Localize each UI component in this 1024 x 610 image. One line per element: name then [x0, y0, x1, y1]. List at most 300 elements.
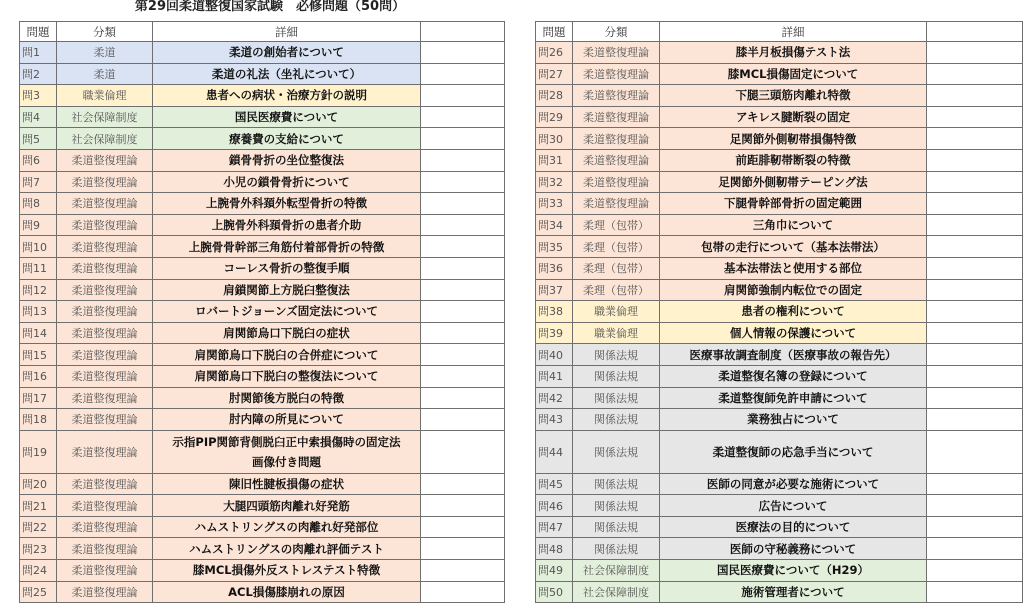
- question-detail-text: 患者の権利について: [741, 304, 845, 319]
- question-number: 問46: [536, 495, 573, 517]
- question-detail-text: 肩関節烏口下脱臼の整復法について: [194, 369, 379, 384]
- question-category: 柔道整復理論: [57, 560, 153, 582]
- table-row: [20, 365, 505, 387]
- question-detail-text: 柔道整復師の応急手当について: [712, 444, 874, 459]
- question-detail-text: ACL損傷膝崩れの原因: [228, 584, 345, 599]
- table-row: [20, 538, 505, 560]
- header-num: 問題: [20, 22, 57, 42]
- question-category: 関係法規: [573, 387, 660, 409]
- question-detail: [660, 344, 927, 366]
- empty-cell: [421, 42, 505, 64]
- header-detail: 詳細: [153, 22, 421, 42]
- question-detail-text: 上腕骨外科頚骨折の患者介助: [211, 218, 362, 233]
- empty-cell: [927, 85, 1023, 107]
- question-category: 柔道整復理論: [573, 63, 660, 85]
- question-category: 柔道整復理論: [57, 581, 153, 603]
- table-row: [20, 387, 505, 409]
- question-detail: [153, 171, 421, 193]
- table-row: [536, 106, 1023, 128]
- table-row: [20, 171, 505, 193]
- question-detail-text: 前距腓靭帯断裂の特徴: [735, 153, 851, 168]
- question-category: 職業倫理: [573, 322, 660, 344]
- table-row: [20, 149, 505, 171]
- empty-cell: [421, 516, 505, 538]
- question-detail: [153, 473, 421, 495]
- empty-cell: [421, 560, 505, 582]
- question-detail: [660, 193, 927, 215]
- question-detail: [660, 322, 927, 344]
- question-detail-text: 柔道の礼法（坐礼について）: [211, 66, 362, 81]
- question-category: 柔道整復理論: [573, 128, 660, 150]
- question-detail: [660, 387, 927, 409]
- question-category: 柔道整復理論: [573, 85, 660, 107]
- question-category: 社会保障制度: [57, 128, 153, 150]
- header-detail: 詳細: [660, 22, 927, 42]
- header-num: 問題: [536, 22, 573, 42]
- question-category: 社会保障制度: [573, 560, 660, 582]
- question-category: 柔道: [57, 42, 153, 64]
- question-detail: [660, 560, 927, 582]
- question-detail: [660, 128, 927, 150]
- empty-cell: [927, 409, 1023, 431]
- question-number: 問1: [20, 42, 57, 64]
- header-extra: [927, 22, 1023, 42]
- table-row: [536, 257, 1023, 279]
- table-row: [536, 430, 1023, 473]
- question-detail-text: 患者への病状・治療方針の説明: [206, 88, 367, 103]
- question-category: 柔道整復理論: [57, 149, 153, 171]
- question-number: 問31: [536, 149, 573, 171]
- question-detail: [153, 85, 421, 107]
- question-number: 問21: [20, 495, 57, 517]
- question-detail-text: 鎖骨骨折の坐位整復法: [229, 153, 344, 168]
- question-number: 問14: [20, 322, 57, 344]
- question-category: 柔道整復理論: [57, 538, 153, 560]
- question-category: 柔道整復理論: [573, 106, 660, 128]
- question-detail-text: 施術管理者について: [741, 584, 845, 599]
- empty-cell: [421, 581, 505, 603]
- question-detail: [153, 365, 421, 387]
- question-number: 問23: [20, 538, 57, 560]
- question-detail: [153, 322, 421, 344]
- question-detail-text: 柔道整復師免許申請について: [718, 390, 868, 405]
- table-row: [536, 560, 1023, 582]
- table-row: [536, 42, 1023, 64]
- empty-cell: [927, 42, 1023, 64]
- table-row: [20, 257, 505, 279]
- question-number: 問16: [20, 365, 57, 387]
- table-row: [20, 63, 505, 85]
- question-detail: [153, 257, 421, 279]
- question-category: 柔道整復理論: [57, 257, 153, 279]
- question-number: 問49: [536, 560, 573, 582]
- empty-cell: [927, 344, 1023, 366]
- question-number: 問41: [536, 365, 573, 387]
- question-number: 問36: [536, 257, 573, 279]
- question-detail: [660, 516, 927, 538]
- question-number: 問11: [20, 257, 57, 279]
- empty-cell: [421, 279, 505, 301]
- question-category: 関係法規: [573, 365, 660, 387]
- question-detail: [153, 344, 421, 366]
- question-category: 柔道: [57, 63, 153, 85]
- question-detail-text: 業務独占について: [747, 412, 839, 427]
- table-row: [20, 214, 505, 236]
- question-detail: [660, 214, 927, 236]
- question-number: 問43: [536, 409, 573, 431]
- empty-cell: [927, 193, 1023, 215]
- empty-cell: [927, 149, 1023, 171]
- question-detail: [153, 430, 421, 473]
- table-row: [20, 106, 505, 128]
- table-row: [536, 495, 1023, 517]
- empty-cell: [927, 322, 1023, 344]
- empty-cell: [927, 365, 1023, 387]
- question-detail: [660, 495, 927, 517]
- question-number: 問17: [20, 387, 57, 409]
- question-detail: [153, 149, 421, 171]
- empty-cell: [927, 257, 1023, 279]
- empty-cell: [927, 430, 1023, 473]
- empty-cell: [421, 365, 505, 387]
- question-category: 関係法規: [573, 473, 660, 495]
- empty-cell: [421, 538, 505, 560]
- question-category: 柔道整復理論: [57, 473, 153, 495]
- question-detail: [153, 560, 421, 582]
- table-row: [536, 236, 1023, 258]
- empty-cell: [421, 430, 505, 473]
- table-row: [536, 322, 1023, 344]
- question-detail: [660, 581, 927, 603]
- questions-table-left: [19, 21, 505, 603]
- question-number: 問10: [20, 236, 57, 258]
- header-extra: [421, 22, 505, 42]
- question-detail-text: 柔道の創始者について: [229, 45, 344, 60]
- question-detail: [153, 42, 421, 64]
- header-row: [20, 22, 505, 42]
- table-row: [20, 128, 505, 150]
- question-detail: [153, 214, 421, 236]
- table-row: [536, 344, 1023, 366]
- empty-cell: [421, 128, 505, 150]
- question-category: 関係法規: [573, 430, 660, 473]
- question-category: 柔理（包帯）: [573, 236, 660, 258]
- question-number: 問42: [536, 387, 573, 409]
- table-row: [536, 128, 1023, 150]
- empty-cell: [927, 495, 1023, 517]
- empty-cell: [421, 85, 505, 107]
- question-detail: [660, 171, 927, 193]
- question-detail-text: 上腕骨骨幹部三角筋付着部骨折の特徴: [188, 239, 385, 254]
- question-number: 問48: [536, 538, 573, 560]
- empty-cell: [927, 581, 1023, 603]
- empty-cell: [421, 257, 505, 279]
- question-number: 問12: [20, 279, 57, 301]
- question-category: 柔道整復理論: [57, 279, 153, 301]
- question-detail-text: 小児の鎖骨骨折について: [223, 174, 350, 189]
- table-row: [536, 301, 1023, 323]
- table-row: [536, 409, 1023, 431]
- empty-cell: [927, 128, 1023, 150]
- question-detail-text: 医師の同意が必要な施術について: [706, 476, 880, 491]
- question-category: 職業倫理: [57, 85, 153, 107]
- question-detail: [660, 149, 927, 171]
- table-row: [20, 409, 505, 431]
- question-number: 問7: [20, 171, 57, 193]
- question-detail-text: 柔道整復名簿の登録について: [718, 369, 868, 384]
- question-category: 柔道整復理論: [57, 344, 153, 366]
- question-detail: [660, 365, 927, 387]
- empty-cell: [927, 516, 1023, 538]
- question-number: 問37: [536, 279, 573, 301]
- question-detail: [660, 430, 927, 473]
- question-category: 社会保障制度: [573, 581, 660, 603]
- empty-cell: [421, 149, 505, 171]
- question-number: 問25: [20, 581, 57, 603]
- question-category: 柔道整復理論: [573, 149, 660, 171]
- question-category: 柔道整復理論: [57, 495, 153, 517]
- table-row: [20, 430, 505, 473]
- empty-cell: [421, 171, 505, 193]
- table-row: [20, 279, 505, 301]
- empty-cell: [421, 106, 505, 128]
- table-row: [20, 301, 505, 323]
- question-number: 問38: [536, 301, 573, 323]
- questions-table-right: [535, 21, 1023, 603]
- question-detail-text: 医療事故調査制度（医療事故の報告先）: [689, 347, 897, 362]
- question-category: 関係法規: [573, 538, 660, 560]
- question-number: 問2: [20, 63, 57, 85]
- table-row: [20, 42, 505, 64]
- empty-cell: [927, 236, 1023, 258]
- question-detail-text: 陳旧性腱板損傷の症状: [229, 476, 344, 491]
- question-number: 問24: [20, 560, 57, 582]
- empty-cell: [927, 171, 1023, 193]
- question-category: 柔理（包帯）: [573, 279, 660, 301]
- question-detail: [153, 495, 421, 517]
- question-detail: [660, 106, 927, 128]
- question-detail-text: コーレス骨折の整復手順: [223, 261, 350, 276]
- empty-cell: [421, 495, 505, 517]
- table-row: [20, 193, 505, 215]
- question-detail-text: 基本法帯法と使用する部位: [724, 261, 862, 276]
- question-detail-text: 療養費の支給について: [229, 131, 344, 146]
- question-number: 問32: [536, 171, 573, 193]
- table-row: [536, 538, 1023, 560]
- empty-cell: [421, 236, 505, 258]
- empty-cell: [421, 344, 505, 366]
- question-number: 問20: [20, 473, 57, 495]
- question-detail: [153, 279, 421, 301]
- question-detail-text: 上腕骨外科頚外転型骨折の特徴: [206, 196, 367, 211]
- question-number: 問50: [536, 581, 573, 603]
- header-category: 分類: [57, 22, 153, 42]
- question-number: 問13: [20, 301, 57, 323]
- question-detail: [660, 85, 927, 107]
- question-detail: [660, 301, 927, 323]
- question-category: 柔道整復理論: [57, 214, 153, 236]
- header-category: 分類: [573, 22, 660, 42]
- question-number: 問28: [536, 85, 573, 107]
- empty-cell: [927, 387, 1023, 409]
- table-row: [536, 516, 1023, 538]
- empty-cell: [421, 409, 505, 431]
- question-detail: [153, 128, 421, 150]
- question-detail: [153, 516, 421, 538]
- question-detail-text: 足関節外側靭帯損傷特徴: [729, 131, 857, 146]
- question-detail: [153, 106, 421, 128]
- table-row: [20, 495, 505, 517]
- empty-cell: [421, 473, 505, 495]
- question-category: 柔道整復理論: [573, 42, 660, 64]
- table-row: [536, 193, 1023, 215]
- table-row: [536, 581, 1023, 603]
- question-detail-text: 肩関節烏口下脱臼の症状: [223, 326, 350, 341]
- table-row: [20, 236, 505, 258]
- question-category: 関係法規: [573, 516, 660, 538]
- question-category: 関係法規: [573, 495, 660, 517]
- question-category: 社会保障制度: [57, 106, 153, 128]
- question-number: 問47: [536, 516, 573, 538]
- empty-cell: [927, 106, 1023, 128]
- question-category: 柔道整復理論: [57, 430, 153, 473]
- question-number: 問5: [20, 128, 57, 150]
- question-number: 問18: [20, 409, 57, 431]
- question-detail-text: 示指PIP関節背側脱臼正中索損傷時の固定法: [172, 434, 401, 449]
- empty-cell: [421, 214, 505, 236]
- question-number: 問26: [536, 42, 573, 64]
- question-number: 問3: [20, 85, 57, 107]
- question-detail: [660, 42, 927, 64]
- question-detail-text: 肘内障の所見について: [229, 412, 344, 427]
- question-detail-text: 医療法の目的について: [735, 520, 851, 535]
- question-detail-text: 三角巾について: [752, 218, 834, 233]
- table-row: [20, 560, 505, 582]
- question-detail: [153, 581, 421, 603]
- question-detail-text: ハムストリングスの肉離れ好発部位: [194, 520, 379, 535]
- table-row: [536, 473, 1023, 495]
- question-detail: [153, 301, 421, 323]
- table-row: [20, 344, 505, 366]
- question-detail: [660, 63, 927, 85]
- table-row: [536, 85, 1023, 107]
- question-number: 問44: [536, 430, 573, 473]
- empty-cell: [927, 473, 1023, 495]
- question-number: 問4: [20, 106, 57, 128]
- question-number: 問39: [536, 322, 573, 344]
- table-row: [536, 387, 1023, 409]
- question-detail-text: 膝MCL損傷外反ストレステスト特徴: [192, 563, 381, 578]
- question-category: 柔理（包帯）: [573, 214, 660, 236]
- question-category: 関係法規: [573, 344, 660, 366]
- empty-cell: [421, 322, 505, 344]
- question-category: 柔道整復理論: [57, 322, 153, 344]
- question-number: 問33: [536, 193, 573, 215]
- question-detail-text: 個人情報の保護について: [729, 326, 857, 341]
- question-number: 問6: [20, 149, 57, 171]
- question-detail-note: 画像付き問題: [252, 454, 321, 469]
- question-detail-text: 膝MCL損傷固定について: [727, 66, 859, 81]
- question-number: 問15: [20, 344, 57, 366]
- question-number: 問22: [20, 516, 57, 538]
- question-number: 問45: [536, 473, 573, 495]
- question-number: 問30: [536, 128, 573, 150]
- question-category: 柔道整復理論: [57, 409, 153, 431]
- question-detail-text: 足関節外側靭帯テーピング法: [718, 174, 868, 189]
- question-detail-text: 国民医療費について（H29）: [717, 563, 869, 578]
- question-detail-text: 包帯の走行について（基本法帯法）: [701, 239, 885, 254]
- question-number: 問34: [536, 214, 573, 236]
- empty-cell: [927, 301, 1023, 323]
- question-detail: [660, 538, 927, 560]
- question-detail-text: 肩関節強制内転位での固定: [724, 282, 862, 297]
- table-row: [536, 149, 1023, 171]
- empty-cell: [421, 193, 505, 215]
- question-category: 柔道整復理論: [573, 171, 660, 193]
- question-detail-text: 膝半月板損傷テスト法: [735, 45, 851, 60]
- question-number: 問27: [536, 63, 573, 85]
- table-row: [536, 171, 1023, 193]
- question-detail-text: 肘関節後方脱臼の特徴: [229, 390, 344, 405]
- empty-cell: [421, 301, 505, 323]
- empty-cell: [927, 560, 1023, 582]
- question-detail: [153, 538, 421, 560]
- question-category: 柔道整復理論: [57, 387, 153, 409]
- table-row: [20, 85, 505, 107]
- question-detail-text: 下腿三頭筋肉離れ特徴: [735, 88, 851, 103]
- empty-cell: [927, 279, 1023, 301]
- header-row: [536, 22, 1023, 42]
- question-number: 問40: [536, 344, 573, 366]
- question-detail: [660, 473, 927, 495]
- question-detail-text: 肩関節烏口下脱臼の合併症について: [194, 347, 379, 362]
- question-category: 柔道整復理論: [57, 171, 153, 193]
- question-number: 問8: [20, 193, 57, 215]
- question-number: 問19: [20, 430, 57, 473]
- question-category: 柔道整復理論: [57, 365, 153, 387]
- table-row: [20, 516, 505, 538]
- question-detail-text: アキレス腱断裂の固定: [735, 110, 851, 125]
- question-detail: [660, 409, 927, 431]
- empty-cell: [927, 63, 1023, 85]
- table-row: [536, 63, 1023, 85]
- empty-cell: [421, 63, 505, 85]
- table-row: [20, 473, 505, 495]
- table-row: [536, 214, 1023, 236]
- question-number: 問35: [536, 236, 573, 258]
- question-category: 関係法規: [573, 409, 660, 431]
- question-category: 柔道整復理論: [573, 193, 660, 215]
- question-detail: [660, 236, 927, 258]
- question-detail-text: 大腿四頭筋肉離れ好発筋: [223, 498, 350, 513]
- question-detail-text: ロバートジョーンズ固定法について: [195, 304, 378, 319]
- question-detail-text: 下腿骨幹部骨折の固定範囲: [724, 196, 862, 211]
- empty-cell: [927, 538, 1023, 560]
- question-category: 柔道整復理論: [57, 516, 153, 538]
- empty-cell: [421, 387, 505, 409]
- question-detail: [153, 409, 421, 431]
- question-category: 柔道整復理論: [57, 301, 153, 323]
- question-detail: [660, 279, 927, 301]
- question-detail-text: 国民医療費について: [234, 110, 339, 125]
- question-number: 問9: [20, 214, 57, 236]
- question-detail-text: 肩鎖関節上方脱臼整復法: [223, 282, 350, 297]
- table-row: [20, 322, 505, 344]
- empty-cell: [927, 214, 1023, 236]
- table-row: [536, 279, 1023, 301]
- table-row: [536, 365, 1023, 387]
- question-detail: [153, 387, 421, 409]
